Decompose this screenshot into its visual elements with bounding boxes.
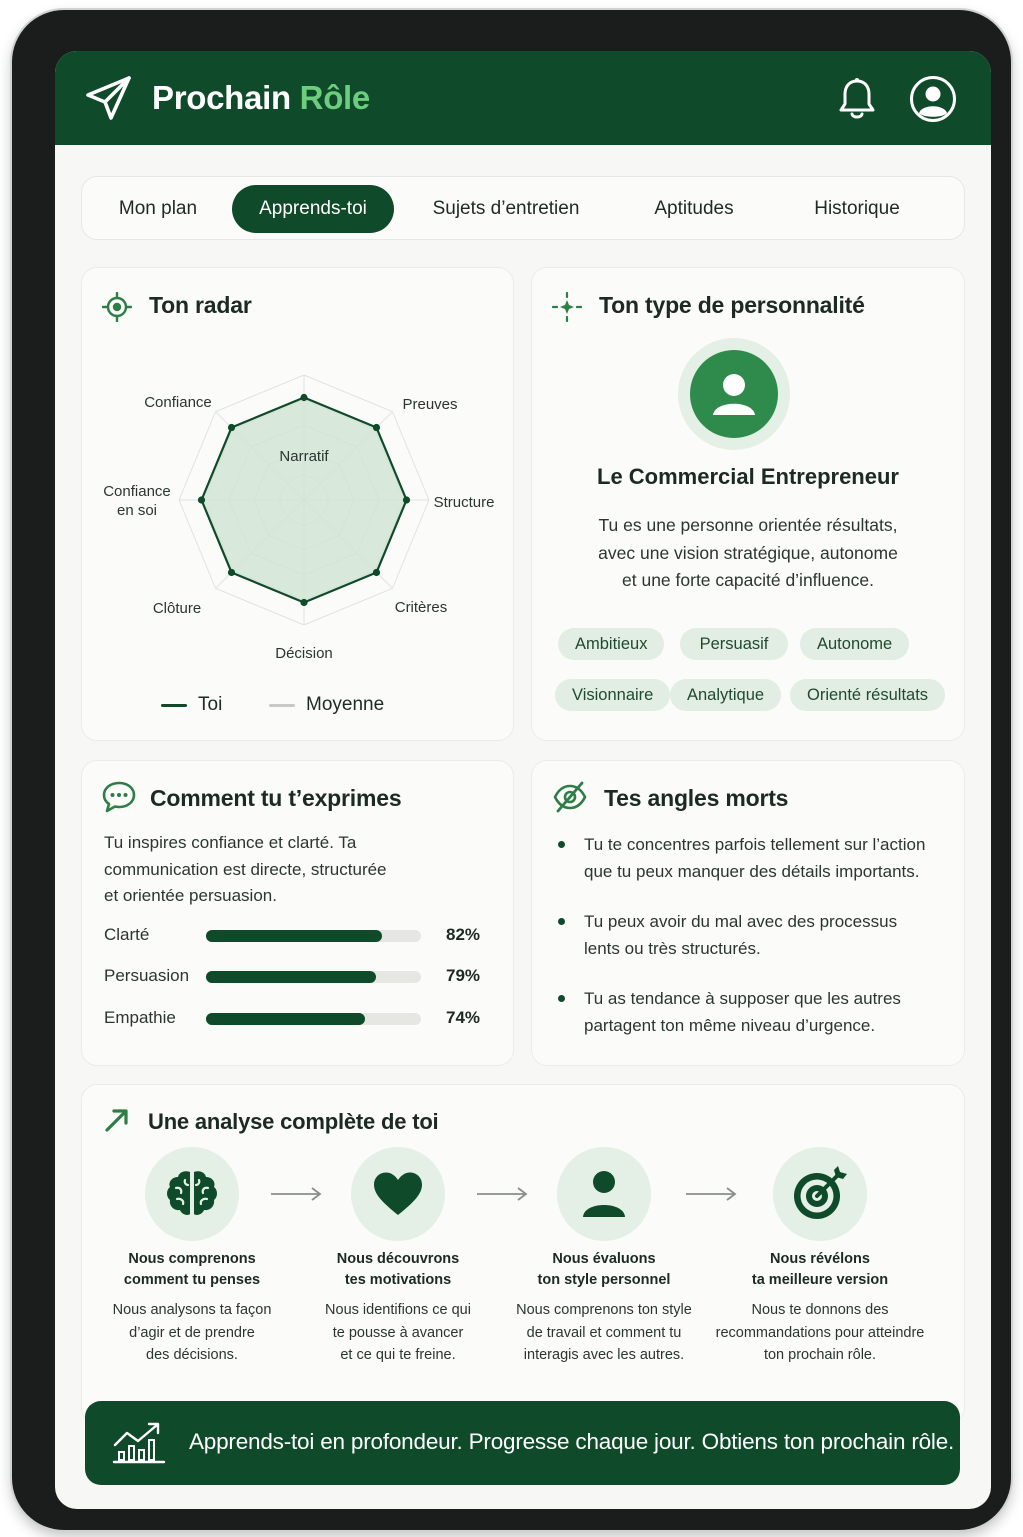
bullseye-icon (790, 1166, 850, 1222)
step-circle (557, 1147, 651, 1241)
blind-spot-line: lents ou très structurés. (584, 939, 761, 958)
metric-label-clarte: Clarté (104, 925, 150, 944)
brand-title[interactable] (152, 79, 370, 117)
radar-point (403, 496, 410, 503)
cta-banner[interactable] (85, 1401, 960, 1485)
blind-spots-title: Tes angles morts (604, 785, 789, 811)
radar-point (228, 569, 235, 576)
arrow-right-icon (476, 1187, 528, 1201)
step-description-line: Nous analysons ta façon (112, 1302, 272, 1318)
step-description-line: de travail et comment tu (526, 1324, 682, 1341)
tab-aptitudes[interactable]: Aptitudes (654, 198, 734, 219)
step-title-line: Nous révélons (770, 1251, 870, 1267)
blind-spot-line: Tu as tendance à supposer que les autres (584, 989, 901, 1008)
step-title-line: comment tu penses (123, 1272, 261, 1288)
chat-bubble-icon (101, 780, 137, 814)
tab-mon-plan[interactable]: Mon plan (118, 198, 198, 219)
expression-title: Comment tu t’exprimes (150, 785, 402, 811)
expression-text (104, 830, 424, 910)
step-title (283, 1249, 513, 1291)
radar-axis-label-line: Confiance (103, 483, 171, 500)
eye-off-icon (552, 780, 588, 814)
brand-accent: Rôle (299, 79, 370, 116)
trait-chip: Analytique (670, 679, 781, 711)
radar-axis-label-line: Preuves (402, 396, 458, 413)
legend-toi-line (161, 704, 187, 707)
step-description-line: recommandations pour atteindre (715, 1324, 925, 1341)
step-description-line: des décisions. (146, 1347, 238, 1363)
growth-chart-icon (111, 1421, 167, 1465)
expression-text-line: et orientée persuasion. (104, 886, 277, 905)
personality-description-line: et une forte capacité d’influence. (622, 570, 874, 590)
step-title-line: ton style personnel (537, 1272, 671, 1288)
metric-value-clarte: 82% (446, 925, 481, 944)
legend-moyenne-line (269, 704, 295, 707)
analysis-card (81, 1084, 965, 1424)
radar-axis-label-line: Confiance (144, 394, 212, 411)
step-description-line: et ce qui te freine. (340, 1347, 456, 1363)
step-description-line: Nous te donnons des (751, 1302, 889, 1318)
personality-card (531, 267, 965, 741)
step-title (489, 1249, 719, 1291)
bell-icon[interactable] (837, 77, 877, 121)
personality-description-line: avec une vision stratégique, autonome (598, 542, 898, 563)
blind-spot-item (584, 831, 944, 885)
user-icon (709, 369, 759, 419)
radar-axis-label-line: Narratif (279, 448, 329, 465)
personality-avatar-ring (678, 338, 790, 450)
arrow-right-icon (270, 1187, 322, 1201)
bullet-dot (558, 841, 565, 848)
radar-card (81, 267, 514, 741)
main-tabs (81, 176, 965, 240)
radar-axis-label (402, 396, 457, 413)
metric-label-persuasion: Persuasion (104, 966, 190, 985)
trait-chip: Persuasif (680, 628, 788, 660)
step-title-line: Nous évaluons (552, 1251, 656, 1267)
radar-point (300, 599, 307, 606)
radar-axis-label (279, 448, 329, 465)
metric-track-empathie (206, 1013, 421, 1025)
step-description (283, 1299, 513, 1367)
radar-point (373, 424, 380, 431)
radar-axis-label (275, 645, 333, 662)
step-description-line: Nous comprenons ton style (516, 1302, 692, 1318)
trait-chip: Orienté résultats (790, 679, 945, 711)
bullet-dot (558, 918, 565, 925)
step-description (489, 1299, 719, 1367)
radar-axis-label-line: en soi (116, 502, 158, 519)
analysis-title: Une analyse complète de toi (148, 1109, 439, 1134)
expression-card (81, 760, 514, 1066)
user-circle-icon[interactable] (909, 75, 957, 123)
blind-spot-item (584, 985, 944, 1039)
blind-spot-line: Tu peux avoir du mal avec des processus (584, 912, 898, 931)
radar-axis-label (153, 600, 201, 617)
person-icon (580, 1169, 628, 1219)
radar-axis-label (103, 483, 171, 519)
step-title (77, 1249, 307, 1291)
radar-axis-label-line: Structure (433, 494, 495, 511)
heart-icon (372, 1171, 424, 1217)
step-description-line: Nous identifions ce qui (325, 1302, 471, 1318)
tablet-frame (12, 10, 1011, 1530)
step-circle (145, 1147, 239, 1241)
tab-apprends-toi[interactable]: Apprends-toi (232, 185, 394, 233)
step-title-line: Nous découvrons (336, 1251, 460, 1267)
step-title-line: tes motivations (344, 1272, 452, 1288)
blind-spots-card (531, 760, 965, 1066)
trait-chip: Ambitieux (558, 628, 664, 660)
step-circle (773, 1147, 867, 1241)
brain-icon (163, 1168, 221, 1220)
radar-axis-label (434, 494, 495, 511)
bullet-dot (558, 995, 565, 1002)
radar-axis-label-line: Clôture (152, 600, 202, 617)
app-screen (55, 51, 991, 1509)
radar-axis-label-line: Décision (275, 645, 333, 662)
step-description-line: d’agir et de prendre (129, 1324, 255, 1341)
metric-track-clarte (206, 930, 421, 942)
trend-arrow-icon (104, 1107, 130, 1133)
radar-point (300, 394, 307, 401)
expression-text-line: Tu inspires confiance et clarté. Ta (104, 833, 357, 852)
metric-label-empathie: Empathie (104, 1008, 176, 1027)
sparkle-icon (552, 292, 582, 322)
brand-main: Prochain (152, 79, 300, 116)
app-header (55, 51, 991, 145)
personality-avatar (690, 350, 778, 438)
radar-point (373, 569, 380, 576)
expression-text-line: communication est directe, structurée (104, 859, 387, 879)
trait-chip: Autonome (800, 628, 909, 660)
blind-spot-line: Tu te concentres parfois tellement sur l’action (584, 835, 926, 854)
radar-point (198, 496, 205, 503)
metric-track-persuasion (206, 971, 421, 983)
step-description-line: te pousse à avancer (332, 1324, 464, 1341)
radar-title: Ton radar (149, 292, 252, 318)
step-title (705, 1249, 935, 1291)
personality-name: Le Commercial Entrepreneur (597, 464, 899, 489)
blind-spot-line: que tu peux manquer des détails importants. (584, 862, 920, 881)
step-title-line: Nous comprenons (128, 1251, 256, 1267)
tab-sujets-entretien[interactable]: Sujets d’entretien (432, 198, 580, 219)
banner-text: Apprends-toi en profondeur. Progresse chaque jour. Obtiens ton prochain rôle. (189, 1429, 955, 1454)
tab-historique[interactable]: Historique (814, 198, 900, 219)
metric-fill-persuasion (206, 971, 376, 983)
personality-description (562, 512, 934, 595)
personality-description-line: Tu es une personne orientée résultats, (598, 515, 898, 535)
step-title-line: ta meilleure version (751, 1272, 889, 1288)
trait-chip: Visionnaire (555, 679, 670, 711)
radar-point (228, 424, 235, 431)
step-description (77, 1299, 307, 1367)
step-description-line: ton prochain rôle. (763, 1347, 877, 1363)
metric-fill-empathie (206, 1013, 365, 1025)
legend-moyenne-label: Moyenne (306, 694, 385, 715)
personality-title: Ton type de personnalité (599, 292, 865, 318)
metric-fill-clarte (206, 930, 382, 942)
radar-axis-label (395, 599, 448, 616)
radar-axis-label-line: Critères (394, 599, 448, 616)
blind-spot-line: partagent ton même niveau d’urgence. (584, 1016, 876, 1035)
radar-chart (82, 268, 515, 742)
step-description (695, 1299, 945, 1367)
step-circle (351, 1147, 445, 1241)
legend-toi-label: Toi (198, 694, 223, 715)
radar-axis-label (144, 394, 212, 411)
arrow-right-icon (685, 1187, 737, 1201)
blind-spot-item (584, 908, 944, 962)
metric-value-empathie: 74% (446, 1008, 481, 1027)
metric-value-persuasion: 79% (446, 966, 481, 985)
step-description-line: interagis avec les autres. (523, 1347, 685, 1363)
paper-plane-icon[interactable] (85, 75, 133, 121)
